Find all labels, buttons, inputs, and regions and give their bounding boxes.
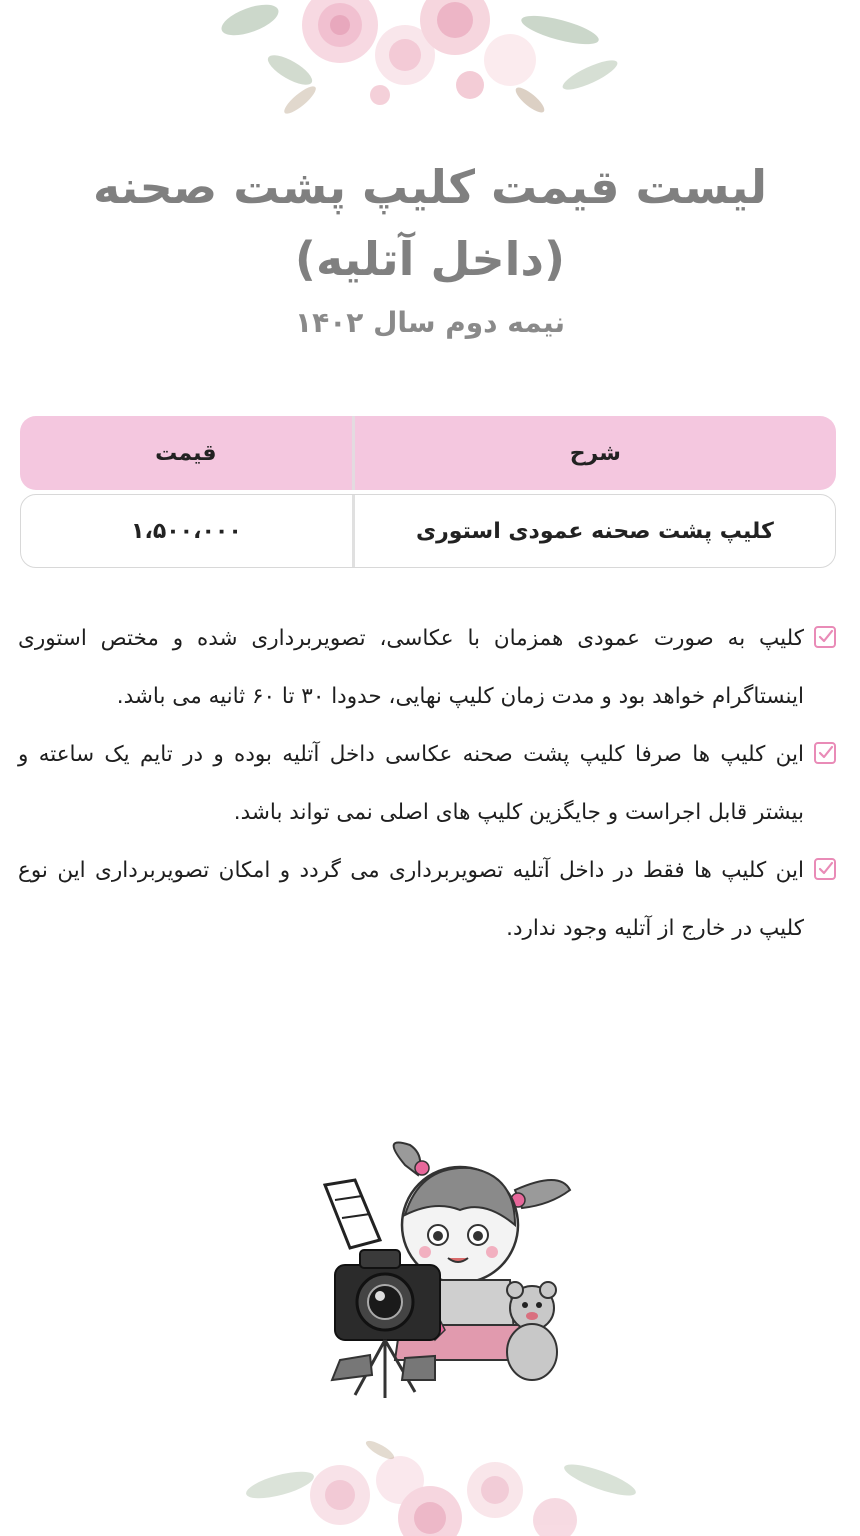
list-item (18, 726, 836, 842)
note-text: این کلیپ ها فقط در داخل آتلیه تصویربرداری می گردد و امکان تصویربرداری این نوع کلیپ در خارج از آتلیه وجود ندارد. (18, 858, 804, 941)
table-row (20, 494, 836, 568)
girl-with-camera-illustration (310, 1130, 580, 1405)
header-description: شرح (569, 440, 621, 466)
header-price: قیمت (155, 440, 217, 466)
note-text: کلیپ به صورت عمودی همزمان با عکاسی، تصویربرداری شده و مختص استوری اینستاگرام خواهد بود و مدت زمان کلیپ نهایی، حدودا ۳۰ تا ۶۰ ثانیه می باشد. (18, 626, 804, 709)
column-divider (352, 416, 355, 490)
floral-decoration-bottom (0, 1440, 860, 1536)
checkbox-checked-icon (814, 858, 836, 880)
list-item (18, 842, 836, 958)
price-table-header (20, 416, 836, 490)
checkbox-checked-icon (814, 742, 836, 764)
floral-decoration-top (0, 0, 860, 125)
page-title-secondary: (داخل آتلیه) (294, 232, 566, 286)
note-text: این کلیپ ها صرفا کلیپ پشت صحنه عکاسی داخل آتلیه بوده و در تایم یک ساعته و بیشتر قابل اجراست و جایگزین کلیپ های اصلی نمی تواند باشد. (18, 742, 804, 825)
list-item (18, 610, 836, 726)
row-description: کلیپ پشت صحنه عمودی استوری (415, 518, 774, 544)
row-price: ۱،۵۰۰،۰۰۰ (131, 518, 242, 544)
column-divider (352, 495, 355, 567)
notes-list (18, 610, 836, 958)
checkbox-checked-icon (814, 626, 836, 648)
page-title: لیست قیمت کلیپ پشت صحنه (92, 160, 768, 214)
page-subtitle: نیمه دوم سال ۱۴۰۲ (295, 306, 565, 339)
